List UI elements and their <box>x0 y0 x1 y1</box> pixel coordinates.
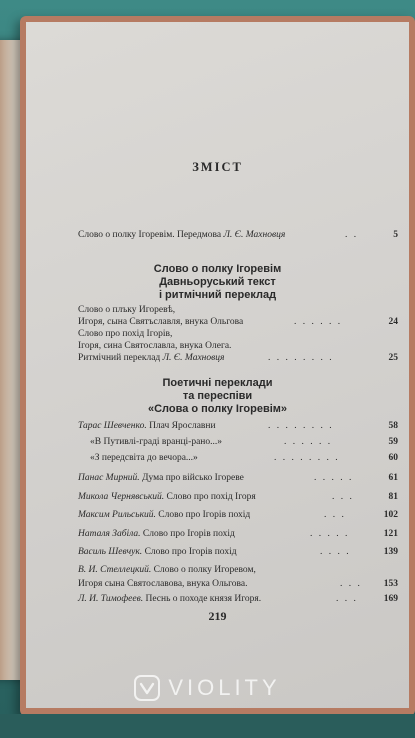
leader-dots: . . <box>345 230 359 240</box>
leader-dots: . . . <box>324 510 346 520</box>
toc-line <box>78 316 398 328</box>
toc-line <box>78 509 398 521</box>
entry-author: Тарас Шевченко. <box>78 421 147 431</box>
entry-text: Слово про Ігорів похід <box>142 547 237 557</box>
entry-text: Слово про Ігорів похід <box>155 510 251 520</box>
toc-line <box>78 578 398 590</box>
section-heading-1 <box>26 263 409 302</box>
toc-line <box>78 304 398 316</box>
entry-text: Песнь о походе князя Игоря. <box>143 594 262 604</box>
section-heading-line: Давньоруський текст <box>159 276 276 288</box>
watermark-text: VIOLITY <box>168 675 281 700</box>
leader-dots: . . . <box>340 579 362 589</box>
entry-author: Л. Є. Махновця <box>162 353 225 363</box>
entry-text: Плач Ярославни <box>146 421 216 431</box>
entry-author: В. И. Стеллецкий. <box>78 565 152 575</box>
leader-dots: . . . . . . . . <box>274 453 340 463</box>
page-number: 139 <box>383 547 398 557</box>
toc-line <box>78 593 398 605</box>
toc-line <box>78 420 398 432</box>
page-number-footer: 219 <box>208 609 227 623</box>
book-page <box>26 22 409 708</box>
entry-text: Слово о полку Ігоревім. Передмова <box>78 230 224 240</box>
entry-text: Слово про похід Ігорів, <box>78 329 173 339</box>
entry-author: Микола Чернявський. <box>78 492 165 502</box>
entry-text: Ігоря, сина Святославла, внука Олега. <box>78 341 232 351</box>
section-heading-line: Поетичні переклади <box>162 377 273 389</box>
leader-dots: . . . <box>332 492 354 502</box>
page-number: 60 <box>388 453 398 463</box>
entry-text: Игоря, сына Святъславля, внука Ольгова <box>78 317 244 327</box>
entry-text: «З передсвіта до вечора...» <box>90 453 198 463</box>
toc-line <box>78 436 398 448</box>
section-heading-2 <box>26 377 409 416</box>
section-heading-line: Слово о полку Ігоревім <box>153 263 282 275</box>
toc-line <box>78 491 398 503</box>
section-heading-line: «Слова о полку Ігоревім» <box>147 403 288 415</box>
page-number: 24 <box>388 317 398 327</box>
page-number: 121 <box>383 529 398 539</box>
toc-line <box>78 452 398 464</box>
entry-text: Слово про похід Ігоря <box>164 492 256 502</box>
page-number: 153 <box>383 579 398 589</box>
toc-line <box>78 472 398 484</box>
table-edge <box>0 714 415 738</box>
page-number: 25 <box>388 353 398 363</box>
toc-line <box>78 546 398 558</box>
leader-dots: . . . . <box>320 547 351 557</box>
entry-author: Л. И. Тимофеев. <box>78 594 144 604</box>
entry-text: «В Путивлі-граді вранці-рано...» <box>90 437 223 447</box>
entry-author: Наталя Забіла. <box>78 529 141 539</box>
toc-line <box>78 528 398 540</box>
entry-text: Дума про військо Ігореве <box>139 473 244 483</box>
leader-dots: . . . . . . <box>294 317 343 327</box>
entry-text: Игоря сына Святославова, внука Ольгова. <box>78 579 248 589</box>
leader-dots: . . . . . <box>310 529 350 539</box>
watermark <box>0 668 415 708</box>
entry-author: Л. Є. Махновця <box>223 230 286 240</box>
entry-text: Слово о плъку Игоревѣ, <box>78 305 176 315</box>
page-number: 102 <box>383 510 398 520</box>
section-heading-line: та переспіви <box>182 390 253 402</box>
toc-entry-preface <box>78 229 398 241</box>
entry-text: Ритмічний переклад <box>78 353 163 363</box>
violity-logo-icon <box>134 675 160 701</box>
leader-dots: . . . . . <box>314 473 354 483</box>
section-heading-line: і ритмічний переклад <box>158 289 277 301</box>
page-number: 169 <box>383 594 398 604</box>
leader-dots: . . . . . . . . <box>268 421 334 431</box>
page-number: 58 <box>388 421 398 431</box>
entry-text: Слово о полку Игоревом, <box>151 565 256 575</box>
entry-text: Слово про Ігорів похід <box>140 529 235 539</box>
page-number: 59 <box>388 437 398 447</box>
page-number: 81 <box>388 492 398 502</box>
leader-dots: . . . <box>336 594 358 604</box>
toc-line <box>78 328 398 340</box>
toc-line <box>78 564 398 576</box>
leader-dots: . . . . . . <box>284 437 333 447</box>
entry-author: Панас Мирний. <box>78 473 140 483</box>
leader-dots: . . . . . . . . <box>268 353 334 363</box>
toc-line <box>78 340 398 352</box>
page-number: 5 <box>393 230 398 240</box>
entry-author: Максим Рильський. <box>78 510 156 520</box>
entry-author: Василь Шевчук. <box>78 547 143 557</box>
toc-line <box>78 352 398 364</box>
page-number: 61 <box>388 473 398 483</box>
page-title: ЗМІСТ <box>192 160 243 174</box>
